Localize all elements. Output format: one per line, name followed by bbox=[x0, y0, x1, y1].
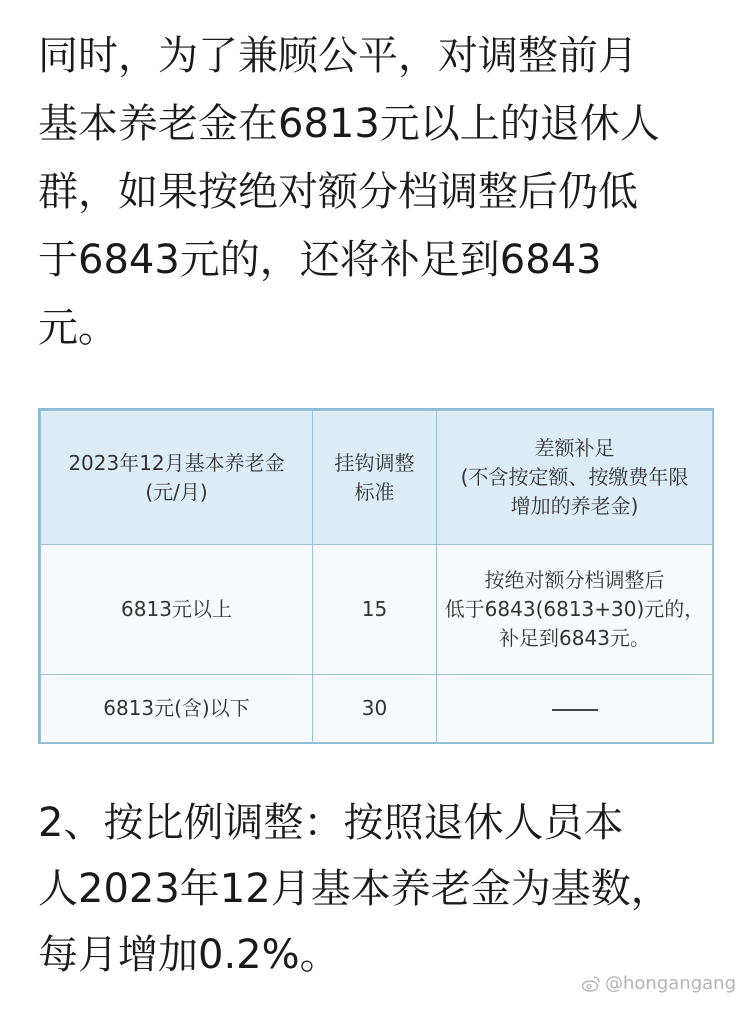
intro-paragraph bbox=[38, 22, 718, 362]
section2-paragraph bbox=[38, 790, 728, 988]
intro-line: 同时，为了兼顾公平，对调整前月 bbox=[38, 33, 638, 79]
header-supplement-line: 增加的养老金) bbox=[510, 494, 639, 518]
empty-dash bbox=[552, 709, 598, 711]
intro-line: 群，如果按绝对额分档调整后仍低 bbox=[38, 169, 638, 215]
section2-line: 2、按比例调整：按照退休人员本 bbox=[38, 800, 624, 846]
watermark-text: @hongangang bbox=[605, 973, 736, 994]
cell-supplement bbox=[437, 675, 713, 743]
supplement-line: 低于6843(6813+30)元的， bbox=[444, 597, 705, 621]
header-pension-line: (元/月) bbox=[145, 479, 208, 504]
cell-standard: 30 bbox=[313, 675, 437, 743]
header-standard-line: 挂钩调整 bbox=[334, 450, 415, 475]
watermark bbox=[581, 973, 736, 994]
intro-line: 于6843元的，还将补足到6843 bbox=[38, 237, 602, 283]
intro-line: 元。 bbox=[38, 305, 118, 351]
table-row bbox=[41, 545, 713, 675]
section2-line: 人2023年12月基本养老金为基数， bbox=[38, 866, 671, 912]
header-supplement bbox=[437, 411, 713, 545]
weibo-like-logo-icon bbox=[581, 974, 601, 994]
table bbox=[40, 410, 713, 743]
supplement-line: 补足到6843元。 bbox=[499, 626, 650, 650]
cell-pension: 6813元(含)以下 bbox=[41, 675, 313, 743]
pension-adjustment-table bbox=[38, 408, 714, 744]
header-standard bbox=[313, 411, 437, 545]
section2-line: 每月增加0.2%。 bbox=[38, 932, 340, 978]
header-pension bbox=[41, 411, 313, 545]
supplement-line: 按绝对额分档调整后 bbox=[484, 568, 665, 592]
intro-line: 基本养老金在6813元以上的退休人 bbox=[38, 101, 660, 147]
header-supplement-line: 差额补足 bbox=[534, 436, 615, 460]
cell-standard: 15 bbox=[313, 545, 437, 675]
header-pension-line: 2023年12月基本养老金 bbox=[68, 450, 285, 475]
header-standard-line: 标准 bbox=[354, 479, 395, 504]
table-header-row bbox=[41, 411, 713, 545]
cell-supplement bbox=[437, 545, 713, 675]
table-row bbox=[41, 675, 713, 743]
header-supplement-line: (不含按定额、按缴费年限 bbox=[460, 465, 689, 489]
cell-pension: 6813元以上 bbox=[41, 545, 313, 675]
